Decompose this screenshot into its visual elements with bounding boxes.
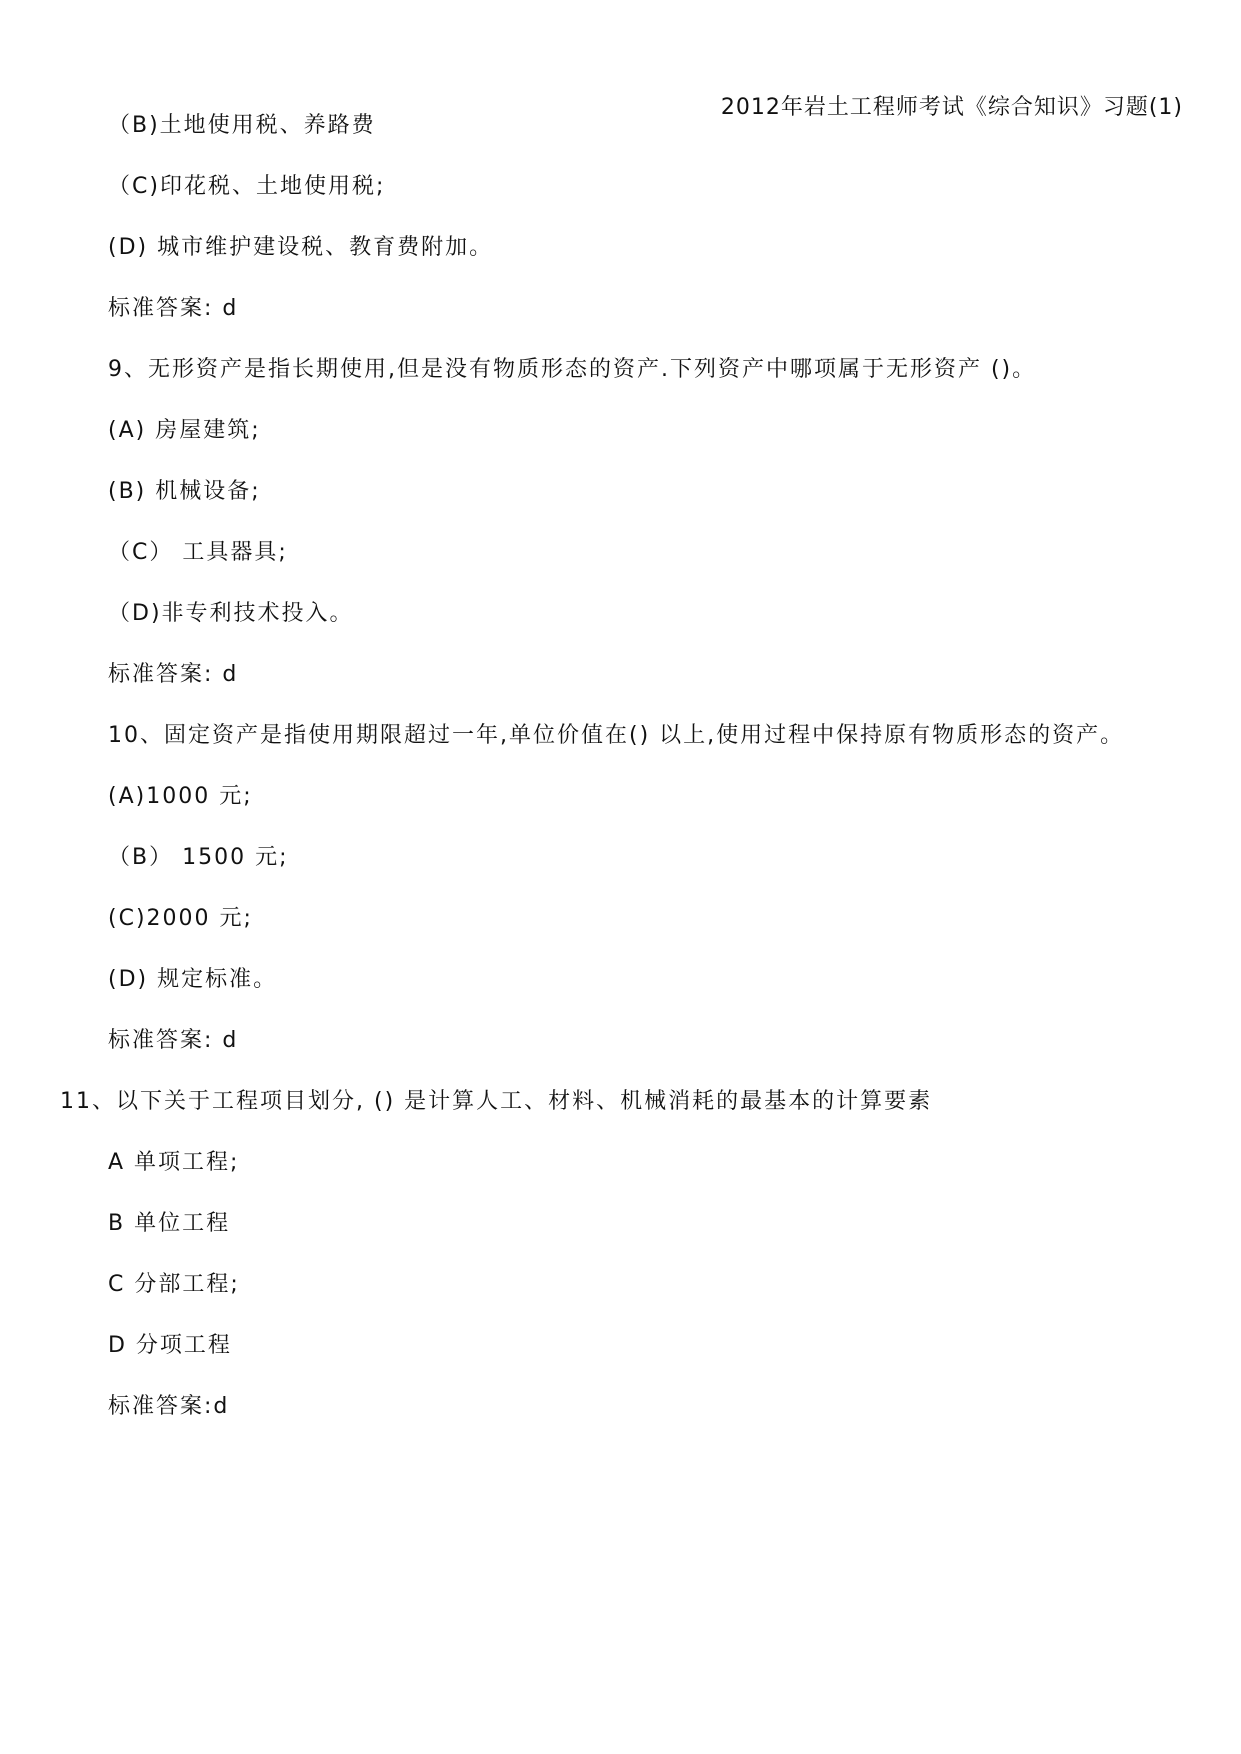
question-10: 10、固定资产是指使用期限超过一年,单位价值在() 以上,使用过程中保持原有物质形态的资产。 [108,723,1125,748]
option-c-q9: （C） 工具器具; [108,540,288,565]
option-a-q10: (A)1000 元; [108,784,253,809]
option-b-q9: (B) 机械设备; [108,479,261,504]
option-d-q10: (D) 规定标准。 [108,967,278,992]
option-a-q9: (A) 房屋建筑; [108,418,261,443]
page-header: 2012年岩土工程师考试《综合知识》习题(1) [720,95,1183,120]
answer-q9: 标准答案: d [108,662,239,687]
option-b-q8: （B)土地使用税、养路费 [108,113,376,138]
option-a-q11: A 单项工程; [108,1150,240,1175]
question-9: 9、无形资产是指长期使用,但是没有物质形态的资产.下列资产中哪项属于无形资产 ()。 [108,357,1037,382]
option-d-q11: D 分项工程 [108,1333,232,1358]
option-c-q8: （C)印花税、土地使用税; [108,174,386,199]
answer-q8: 标准答案: d [108,296,239,321]
option-b-q11: B 单位工程 [108,1211,231,1236]
option-d-q8: (D) 城市维护建设税、教育费附加。 [108,235,494,260]
option-c-q11: C 分部工程; [108,1272,240,1297]
question-11: 11、以下关于工程项目划分, () 是计算人工、材料、机械消耗的最基本的计算要素 [60,1089,933,1114]
answer-q10: 标准答案: d [108,1028,239,1053]
option-c-q10: (C)2000 元; [108,906,253,931]
option-b-q10: （B） 1500 元; [108,845,289,870]
option-d-q9: （D)非专利技术投入。 [108,601,354,626]
answer-q11: 标准答案:d [108,1394,230,1419]
